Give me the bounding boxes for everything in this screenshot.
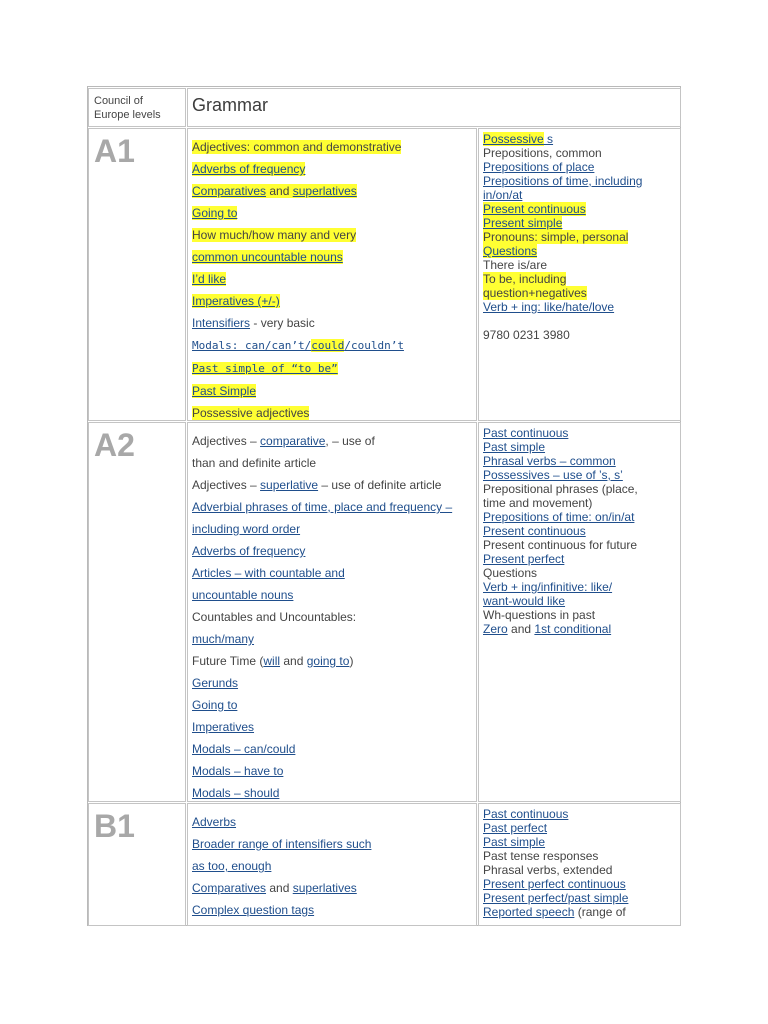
topic-link[interactable]: comparative	[260, 434, 326, 448]
topic-line	[192, 312, 476, 334]
topic-text: To be, including	[483, 272, 567, 286]
topic-text: Pronouns: simple, personal	[483, 230, 629, 244]
topic-link[interactable]: Past simple	[483, 440, 546, 454]
topic-link[interactable]: Possessive	[483, 132, 544, 146]
levels-header: Council of Europe levels	[88, 88, 186, 127]
topic-line	[192, 246, 476, 268]
topic-text: (range of	[574, 905, 626, 919]
topic-text: and	[507, 622, 535, 636]
topic-line	[192, 357, 476, 380]
topic-line	[192, 180, 476, 202]
topic-link[interactable]: Going to	[192, 206, 238, 220]
topic-line	[483, 202, 680, 216]
topic-text: Adjectives –	[192, 434, 261, 448]
topic-link[interactable]: Past perfect	[483, 821, 548, 835]
topic-link[interactable]: Modals – should	[192, 786, 280, 800]
topic-text: Past tense responses	[483, 849, 599, 863]
topic-link[interactable]: superlatives	[292, 184, 357, 198]
topic-line	[192, 474, 476, 496]
topic-link[interactable]: Present perfect continuous	[483, 877, 626, 891]
topic-text: Wh-questions in past	[483, 608, 596, 622]
topic-line	[483, 482, 680, 496]
topic-text: Adjectives: common and demonstrative	[192, 140, 402, 154]
topic-line	[483, 188, 680, 202]
topic-line	[192, 518, 476, 540]
topic-link[interactable]: Prepositions of time: on/in/at	[483, 510, 635, 524]
topic-line	[483, 230, 680, 244]
topic-line	[192, 136, 476, 158]
topic-line	[192, 290, 476, 312]
topic-line	[483, 146, 680, 160]
topic-link[interactable]: Comparatives	[192, 881, 267, 895]
topic-text: than and definite article	[192, 456, 317, 470]
topic-text: Future Time (	[192, 654, 264, 668]
topic-line	[192, 694, 476, 716]
topic-link[interactable]: Comparatives	[192, 184, 267, 198]
topic-link[interactable]: Complex question tags	[192, 903, 315, 917]
topic-text: time and movement)	[483, 496, 593, 510]
topic-link[interactable]: Prepositions of place	[483, 160, 595, 174]
topic-link[interactable]: Articles – with countable and	[192, 566, 345, 580]
topic-link[interactable]: Phrasal verbs – common	[483, 454, 616, 468]
topic-link[interactable]: Reported speech	[483, 905, 575, 919]
topic-line	[483, 272, 680, 286]
topic-line	[192, 899, 476, 921]
topic-link[interactable]: Past continuous	[483, 807, 569, 821]
topic-line	[483, 594, 680, 608]
topic-line	[483, 510, 680, 524]
a1-topics-right	[478, 128, 681, 421]
topic-link[interactable]: could	[311, 339, 345, 352]
topic-text: 9780 0231 3980	[483, 328, 570, 342]
topic-line	[192, 628, 476, 650]
topic-link[interactable]: superlative	[260, 478, 319, 492]
topic-link[interactable]: Imperatives (+/-)	[192, 294, 280, 308]
topic-link[interactable]: Modals: can/can’t/	[192, 339, 312, 352]
topic-line	[483, 300, 680, 314]
topic-line	[483, 538, 680, 552]
topic-line	[192, 562, 476, 584]
topic-line	[483, 286, 680, 300]
topic-line	[483, 216, 680, 230]
topic-line	[192, 833, 476, 855]
topic-link[interactable]: Adverbs	[192, 815, 237, 829]
topic-link[interactable]: Present continuous	[483, 524, 586, 538]
topic-text: - very basic	[250, 316, 315, 330]
topic-line	[192, 606, 476, 628]
topic-line	[192, 650, 476, 672]
topic-link[interactable]: Gerunds	[192, 676, 239, 690]
topic-line	[192, 268, 476, 290]
topic-line	[483, 566, 680, 580]
topic-line	[192, 738, 476, 760]
topic-text: Prepositional phrases (place,	[483, 482, 638, 496]
topic-line	[192, 716, 476, 738]
topic-line	[192, 877, 476, 899]
topic-line	[483, 580, 680, 594]
topic-text: question+negatives	[483, 286, 587, 300]
topic-text: Phrasal verbs, extended	[483, 863, 613, 877]
topic-link[interactable]: Past simple	[483, 835, 546, 849]
topic-line	[483, 328, 680, 342]
topic-line	[192, 402, 476, 421]
topic-link[interactable]: superlatives	[292, 881, 357, 895]
topic-line	[483, 244, 680, 258]
topic-link[interactable]: including word order	[192, 522, 301, 536]
topic-link[interactable]: Questions	[483, 244, 538, 258]
topic-line	[483, 905, 680, 919]
topic-link[interactable]: Zero	[483, 622, 508, 636]
topic-text: Prepositions, common	[483, 146, 602, 160]
topic-line	[483, 454, 680, 468]
grammar-header: Grammar	[187, 88, 681, 127]
topic-line	[483, 314, 680, 328]
level-b1: B1	[88, 803, 186, 926]
topic-link[interactable]: common uncountable nouns	[192, 250, 343, 264]
topic-text: and	[266, 184, 293, 198]
topic-link[interactable]: Past simple of “to be”	[192, 362, 338, 375]
topic-text: – use of definite article	[318, 478, 442, 492]
topic-line	[483, 877, 680, 891]
topic-text: Adjectives –	[192, 478, 261, 492]
topic-line	[483, 891, 680, 905]
topic-link[interactable]: Past continuous	[483, 426, 569, 440]
topic-line	[192, 811, 476, 833]
topic-line	[192, 855, 476, 877]
topic-link[interactable]: want-would like	[483, 594, 566, 608]
topic-line	[192, 158, 476, 180]
a2-topics-left	[187, 422, 477, 802]
topic-link[interactable]: Possessives – use of ’s, s’	[483, 468, 623, 482]
topic-line	[483, 622, 680, 636]
topic-line	[192, 540, 476, 562]
topic-line	[483, 807, 680, 821]
topic-line	[192, 672, 476, 694]
topic-link[interactable]: Past Simple	[192, 384, 257, 398]
topic-line	[192, 760, 476, 782]
topic-line	[192, 224, 476, 246]
topic-line	[192, 380, 476, 402]
level-a2: A2	[88, 422, 186, 802]
topic-line	[483, 440, 680, 454]
topic-link[interactable]: will	[263, 654, 281, 668]
topic-link[interactable]: 1st conditional	[534, 622, 612, 636]
topic-text: Countables and Uncountables:	[192, 610, 357, 624]
topic-link[interactable]: Adverbs of frequency	[192, 162, 306, 176]
topic-text: and	[266, 881, 293, 895]
topic-line	[483, 552, 680, 566]
topic-link[interactable]: as too, enough	[192, 859, 272, 873]
topic-link[interactable]: s	[543, 132, 554, 146]
topic-line	[483, 821, 680, 835]
a2-topics-right	[478, 422, 681, 802]
topic-link[interactable]: Present continuous	[483, 202, 586, 216]
topic-line	[483, 468, 680, 482]
topic-line	[192, 496, 476, 518]
b1-topics-right	[478, 803, 681, 926]
topic-link[interactable]: Adverbial phrases of time, place and frequency –	[192, 500, 453, 514]
topic-line	[483, 160, 680, 174]
topic-link[interactable]: Modals – have to	[192, 764, 284, 778]
b1-topics-left	[187, 803, 477, 926]
topic-line	[483, 496, 680, 510]
topic-link[interactable]: Broader range of intensifiers such	[192, 837, 372, 851]
topic-link[interactable]: Going to	[192, 698, 238, 712]
level-a1: A1	[88, 128, 186, 421]
topic-text: Possessive adjectives	[192, 406, 310, 420]
topic-line	[483, 835, 680, 849]
topic-line	[483, 524, 680, 538]
topic-link[interactable]: much/many	[192, 632, 255, 646]
topic-link[interactable]: Intensifiers	[192, 316, 251, 330]
topic-link[interactable]: Adverbs of frequency	[192, 544, 306, 558]
topic-link[interactable]: Present simple	[483, 216, 563, 230]
topic-line	[192, 584, 476, 606]
topic-link[interactable]: Verb + ing/infinitive: like/	[483, 580, 613, 594]
topic-line	[192, 202, 476, 224]
topic-line	[192, 430, 476, 452]
topic-text: Questions	[483, 566, 538, 580]
topic-line	[483, 426, 680, 440]
a1-topics-left	[187, 128, 477, 421]
topic-line	[192, 452, 476, 474]
topic-text: There is/are	[483, 258, 548, 272]
topic-line	[483, 849, 680, 863]
topic-link[interactable]: Present perfect/past simple	[483, 891, 629, 905]
topic-line	[483, 608, 680, 622]
topic-line	[483, 258, 680, 272]
topic-line	[483, 863, 680, 877]
topic-text: )	[349, 654, 354, 668]
topic-link[interactable]: Imperatives	[192, 720, 255, 734]
topic-link[interactable]: in/on/at	[483, 188, 523, 202]
topic-line	[483, 132, 680, 146]
topic-link[interactable]: Prepositions of time, including	[483, 174, 643, 188]
topic-link[interactable]: going to	[306, 654, 350, 668]
topic-text: How much/how many and very	[192, 228, 357, 242]
topic-line	[483, 174, 680, 188]
topic-line	[192, 782, 476, 802]
topic-link[interactable]: Present perfect	[483, 552, 565, 566]
topic-link[interactable]: I’d like	[192, 272, 227, 286]
topic-link[interactable]: Modals – can/could	[192, 742, 296, 756]
topic-text: Present continuous for future	[483, 538, 638, 552]
topic-link[interactable]: uncountable nouns	[192, 588, 294, 602]
topic-link[interactable]: /couldn’t	[344, 339, 404, 352]
topic-link[interactable]: Verb + ing: like/hate/love	[483, 300, 615, 314]
topic-line	[192, 334, 476, 357]
topic-text: and	[280, 654, 307, 668]
topic-text: , – use of	[325, 434, 375, 448]
